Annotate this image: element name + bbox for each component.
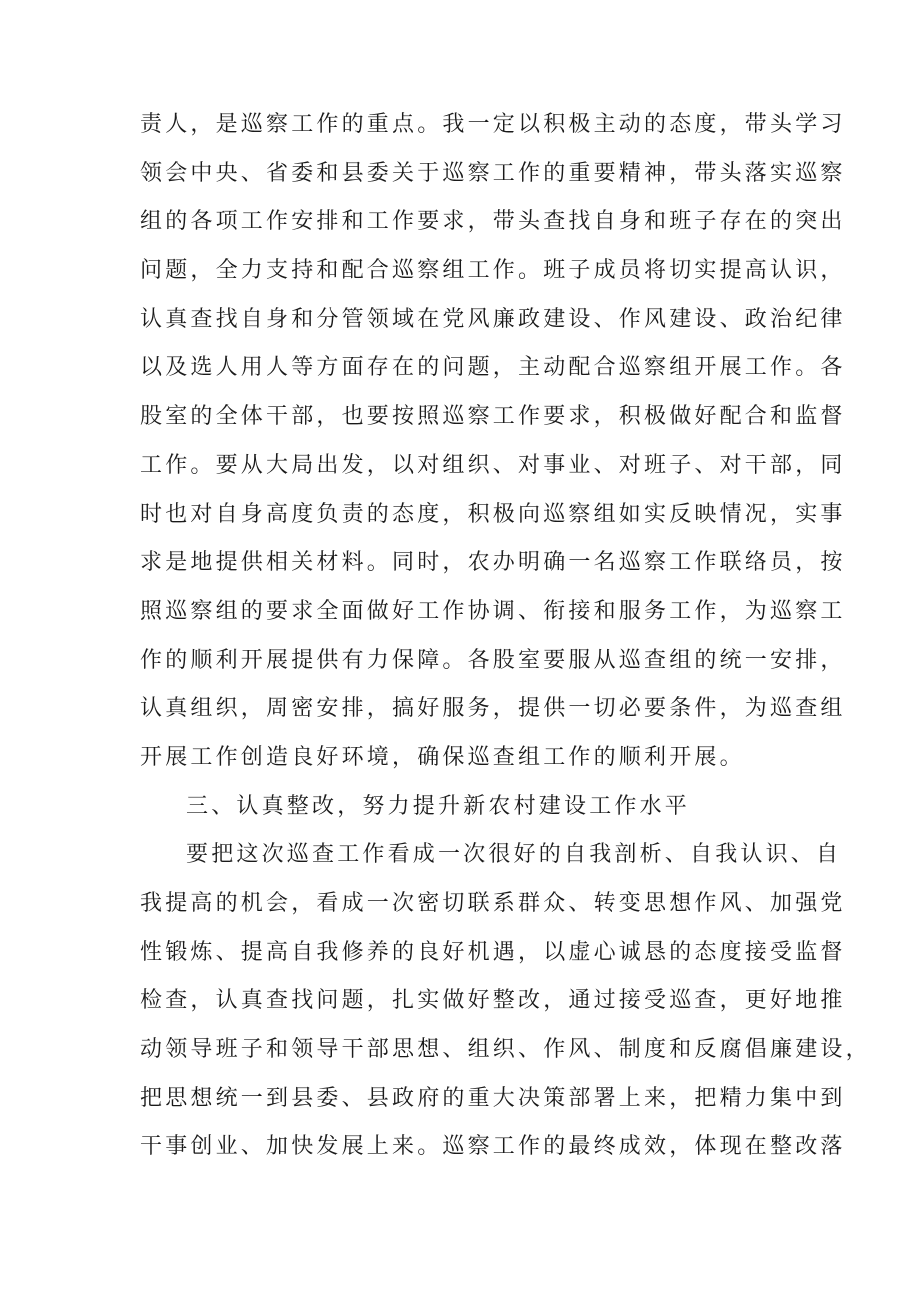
text-line: 我提高的机会，看成一次密切联系群众、转变思想作风、加强党 (140, 891, 846, 916)
text-line: 性锻炼、提高自我修养的良好机遇，以虚心诚恳的态度接受监督 (140, 939, 846, 965)
paragraph-first-line: 要把这次巡查工作看成一次很好的自我剖析、自我认识、自 (186, 842, 842, 868)
text-line: 开展工作创造良好环境，确保巡查组工作的顺利开展。 (140, 744, 745, 770)
text-line: 作的顺利开展提供有力保障。各股室要服从巡查组的统一安排， (140, 647, 846, 673)
text-line: 求是地提供相关材料。同时，农办明确一名巡察工作联络员，按 (140, 550, 846, 576)
text-line: 工作。要从大局出发，以对组织、对事业、对班子、对干部，同 (140, 452, 846, 478)
text-line: 时也对自身高度负责的态度，积极向巡察组如实反映情况，实事 (140, 501, 846, 527)
text-line: 认真查找自身和分管领域在党风廉政建设、作风建设、政治纪律 (140, 306, 846, 332)
text-line: 把思想统一到县委、县政府的重大决策部署上来，把精力集中到 (140, 1085, 846, 1111)
text-line: 责人，是巡察工作的重点。我一定以积极主动的态度，带头学习 (140, 112, 846, 137)
text-line: 组的各项工作安排和工作要求，带头查找自身和班子存在的突出 (140, 209, 846, 235)
text-line: 检查，认真查找问题，扎实做好整改，通过接受巡查，更好地推 (140, 988, 846, 1014)
text-line: 问题，全力支持和配合巡察组工作。班子成员将切实提高认识， (140, 258, 846, 284)
text-line: 认真组织，周密安排，搞好服务，提供一切必要条件，为巡查组 (140, 696, 846, 722)
text-line: 领会中央、省委和县委关于巡察工作的重要精神，带头落实巡察 (140, 160, 846, 186)
document-body (140, 101, 871, 1172)
section-heading: 三、认真整改，努力提升新农村建设工作水平 (186, 793, 691, 819)
text-line: 以及选人用人等方面存在的问题，主动配合巡察组开展工作。各 (140, 355, 846, 381)
text-line: 干事创业、加快发展上来。巡察工作的最终成效，体现在整改落 (140, 1134, 846, 1160)
text-line: 照巡察组的要求全面做好工作协调、衔接和服务工作，为巡察工 (140, 598, 846, 624)
text-line: 股室的全体干部，也要按照巡察工作要求，积极做好配合和监督 (140, 404, 846, 430)
text-line: 动领导班子和领导干部思想、组织、作风、制度和反腐倡廉建设， (140, 1037, 871, 1063)
